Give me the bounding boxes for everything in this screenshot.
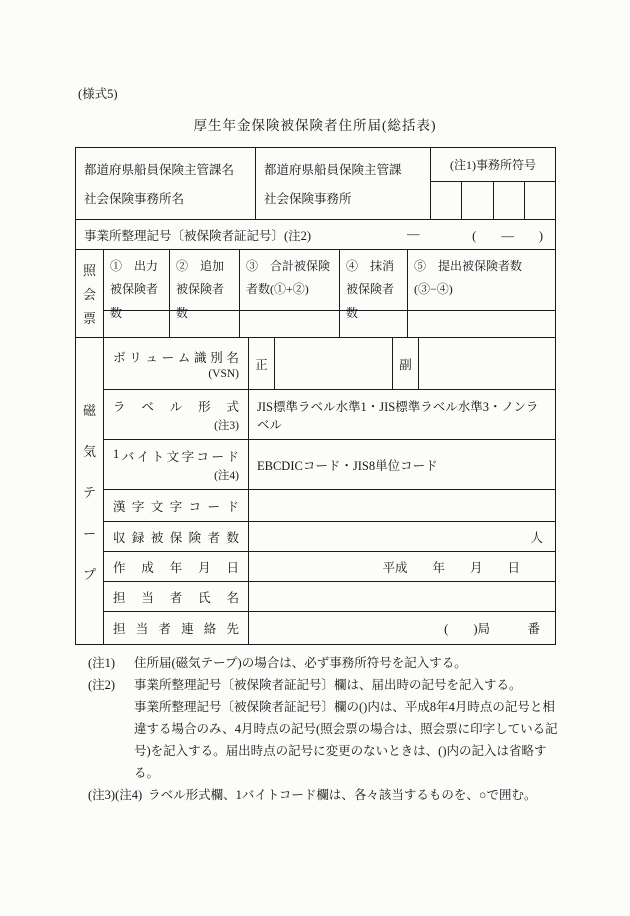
inquiry-col-output: ① 出力被保険者数	[104, 250, 170, 310]
footnote-3-4-tag: (注3)(注4)	[88, 788, 143, 802]
volume-id-value-cell	[249, 338, 555, 389]
label-format-label: ラ ベ ル 形 式	[113, 399, 239, 414]
byte-code-value: EBCDICコード・JIS8単位コード	[257, 458, 438, 473]
inquiry-entry-submitted	[408, 311, 555, 337]
business-symbol-label: 事業所整理記号〔被保険者証記号〕(注2)	[84, 228, 312, 243]
staff-contact-label: 担 当 者 連 絡 先	[113, 622, 239, 636]
volume-id-note: (VSN)	[208, 367, 239, 380]
inquiry-entry-output	[104, 311, 170, 337]
recorded-count-label-cell	[104, 522, 249, 551]
office-code-box-2	[461, 182, 492, 219]
footnote-2-text: 事業所整理記号〔被保険者証記号〕欄は、届出時の記号を記入する。	[134, 678, 522, 692]
staff-contact-value: ( )局 番	[444, 622, 540, 636]
inquiry-section	[76, 250, 555, 338]
agency-name-label-cell	[76, 148, 256, 219]
vsn-primary-label: 正	[249, 338, 275, 389]
footnote-3-4-text: ラベル形式欄、1バイトコード欄は、各々該当するものを、○で囲む。	[148, 788, 537, 802]
social-insurance-office-label: 社会保険事務所	[264, 192, 352, 207]
tape-row-staff-name	[104, 582, 555, 612]
footnote-3-4	[88, 784, 560, 806]
byte-code-note: (注4)	[214, 469, 239, 482]
inquiry-col-total: ③ 合計被保険者数(①+②)	[240, 250, 340, 310]
byte-code-label: 1 バ イ ト 文 字 コ ー ド	[113, 446, 239, 464]
prefecture-seamen-insurance-division-label: 都道府県船員保険主管課	[264, 162, 402, 177]
inquiry-col-deleted: ④ 抹消被保険者数	[340, 250, 408, 310]
creation-date-label-cell	[104, 552, 249, 581]
office-code-box-3	[493, 182, 524, 219]
kanji-code-label-cell	[104, 490, 249, 521]
vsn-secondary-label: 副	[393, 338, 419, 389]
footnote-2-continued-text: 事業所整理記号〔被保険者証記号〕欄の()内は、平成8年4月時点の記号と相違する場合のみ、4月時点の記号(照会票の場合は、照会票に印字している記号)を記入する。届出時点の記号に変更のないときは、()内の記入は省略する。	[134, 700, 558, 780]
footnote-1-tag: (注1)	[88, 656, 116, 670]
inquiry-entry-added	[170, 311, 240, 337]
recorded-count-unit: 人	[530, 530, 543, 545]
footnote-2	[88, 674, 560, 696]
tape-row-byte-code	[104, 440, 555, 490]
business-symbol-row	[76, 220, 555, 250]
staff-name-value	[249, 582, 555, 611]
vsn-secondary-entry	[419, 338, 555, 389]
office-code-cell	[431, 148, 555, 219]
volume-id-label: ボ リ ュ ー ム 識 別 名	[113, 350, 239, 365]
main-form-table	[75, 147, 556, 645]
tape-row-recorded-count	[104, 522, 555, 552]
inquiry-grid	[104, 250, 555, 337]
tape-row-volume-id	[104, 338, 555, 390]
label-format-note: (注3)	[214, 419, 239, 432]
tape-row-creation-date	[104, 552, 555, 582]
footnote-2-continued	[88, 696, 560, 784]
inquiry-header-row	[104, 250, 555, 320]
staff-name-label: 担 当 者 氏 名	[113, 590, 239, 605]
inquiry-entry-deleted	[340, 311, 408, 337]
creation-date-label: 作 成 年 月 日	[113, 560, 239, 575]
inquiry-col-submitted: ⑤ 提出被保険者数(③−④)	[414, 259, 523, 297]
kanji-code-value	[249, 490, 555, 521]
byte-code-label-cell	[104, 440, 249, 489]
volume-id-label-cell	[104, 338, 249, 389]
office-code-box-1	[431, 182, 461, 219]
prefecture-seamen-insurance-division-name-label: 都道府県船員保険主管課名	[84, 162, 235, 177]
footnote-2-tag: (注2)	[88, 678, 116, 692]
page-title: 厚生年金保険被保険者住所届(総括表)	[193, 118, 437, 133]
agency-name-entry-cell	[256, 148, 431, 219]
recorded-count-label: 収 録 被 保 険 者 数	[113, 530, 239, 545]
inquiry-entry-row	[104, 311, 555, 337]
footnote-1	[88, 652, 560, 674]
office-code-boxes	[431, 181, 555, 219]
business-symbol-paren: ( — )	[472, 228, 543, 243]
creation-date-value: 平成 年 月 日	[382, 560, 520, 575]
kanji-code-label: 漢 字 文 字 コ ー ド	[113, 499, 239, 514]
office-code-box-4	[524, 182, 555, 219]
tape-row-kanji-code	[104, 490, 555, 522]
tape-row-staff-contact	[104, 612, 555, 644]
business-symbol-dash: —	[406, 227, 420, 241]
social-insurance-office-name-label: 社会保険事務所名	[84, 192, 185, 207]
header-section	[76, 148, 555, 220]
office-code-label: (注1)事務所符号	[450, 158, 536, 172]
staff-contact-label-cell	[104, 612, 249, 644]
tape-rows	[104, 338, 555, 644]
label-format-value: JIS標準ラベル水準1・JIS標準ラベル水準3・ノンラベル	[257, 399, 539, 432]
tape-row-label-format	[104, 390, 555, 440]
tape-section	[76, 338, 555, 644]
inquiry-entry-total	[240, 311, 340, 337]
staff-name-label-cell	[104, 582, 249, 611]
inquiry-col-added: ② 追加被保険者数	[170, 250, 240, 310]
vsn-primary-entry	[275, 338, 393, 389]
label-format-label-cell	[104, 390, 249, 439]
tape-vertical-label: 磁 気 テ ー プ	[76, 338, 104, 644]
footnotes	[88, 652, 560, 806]
form-number-label: (様式5)	[78, 87, 118, 101]
inquiry-vertical-label: 照 会 票	[76, 250, 104, 337]
footnote-1-text: 住所届(磁気テープ)の場合は、必ず事務所符号を記入する。	[134, 656, 467, 670]
